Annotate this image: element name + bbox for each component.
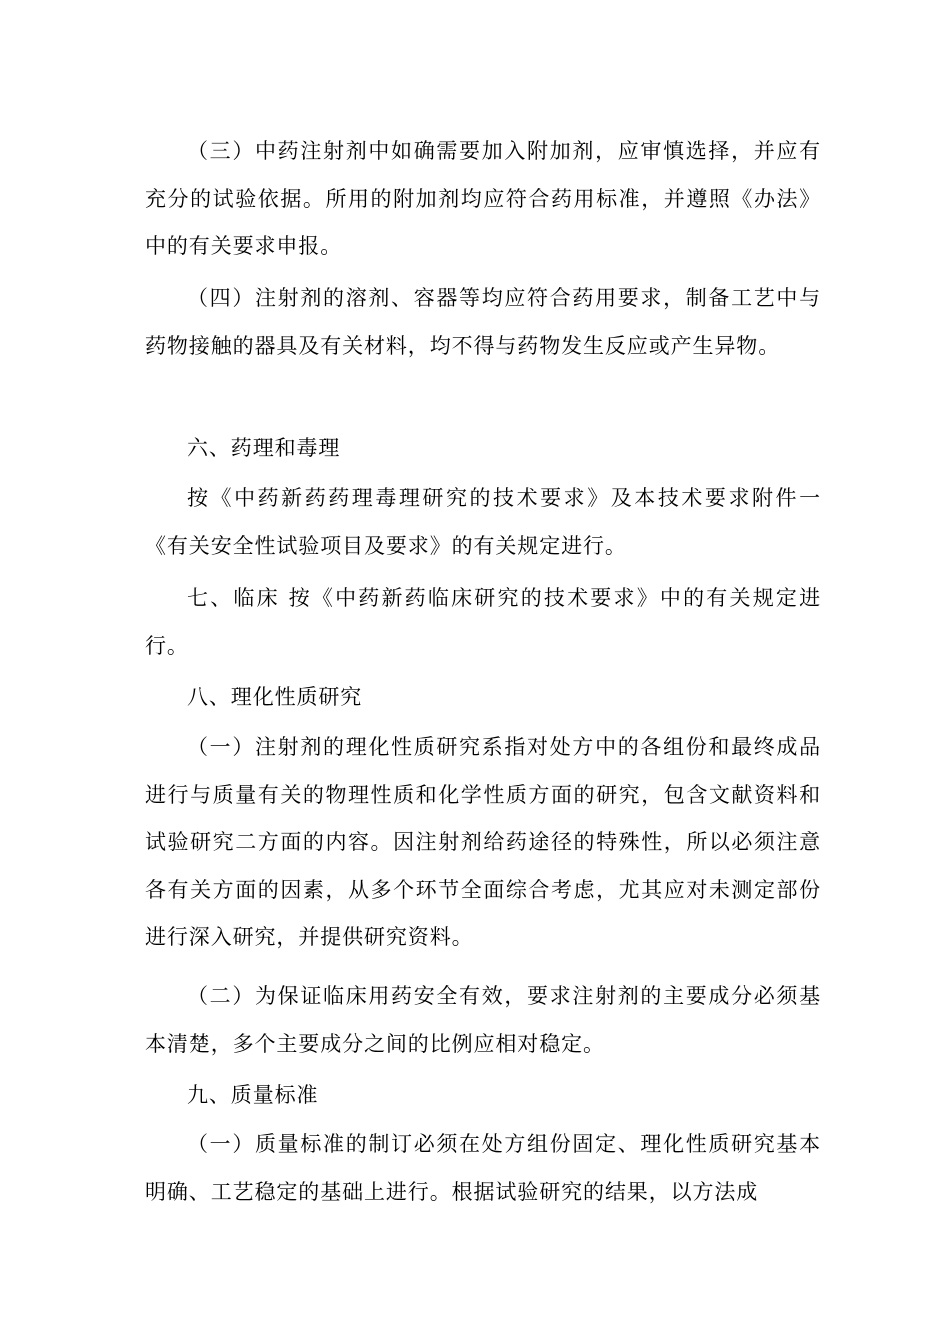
paragraph-physicochemical-2: （二）为保证临床用药安全有效，要求注射剂的主要成分必须基本清楚，多个主要成分之间的比例应相对稳定。 [145, 984, 821, 1056]
paragraph-physicochemical-1: （一）注射剂的理化性质研究系指对处方中的各组份和最终成品进行与质量有关的物理性质和化学性质方面的研究，包含文献资料和试验研究二方面的内容。因注射剂给药途径的特殊性，所以必须注意各有关方面的因素，从多个环节全面综合考虑，尤其应对未测定部份进行深入研究，并提供研究资料。 [145, 735, 821, 949]
paragraph-solvents-containers: （四）注射剂的溶剂、容器等均应符合药用要求，制备工艺中与药物接触的器具及有关材料，均不得与药物发生反应或产生异物。 [145, 286, 821, 358]
section-heading-pharmacology: 六、药理和毒理 [187, 436, 341, 460]
paragraph-clinical: 七、临床 按《中药新药临床研究的技术要求》中的有关规定进行。 [145, 586, 821, 658]
section-heading-quality-standard: 九、质量标准 [187, 1083, 319, 1107]
paragraph-quality-standard: （一）质量标准的制订必须在处方组份固定、理化性质研究基本明确、工艺稳定的基础上进行。根据试验研究的结果，以方法成 [145, 1132, 821, 1204]
paragraph-pharmacology: 按《中药新药药理毒理研究的技术要求》及本技术要求附件一《有关安全性试验项目及要求》的有关规定进行。 [145, 486, 821, 558]
section-heading-physicochemical: 八、理化性质研究 [187, 685, 363, 709]
paragraph-additives: （三）中药注射剂中如确需要加入附加剂，应审慎选择，并应有充分的试验依据。所用的附加剂均应符合药用标准，并遵照《办法》中的有关要求申报。 [145, 139, 821, 258]
